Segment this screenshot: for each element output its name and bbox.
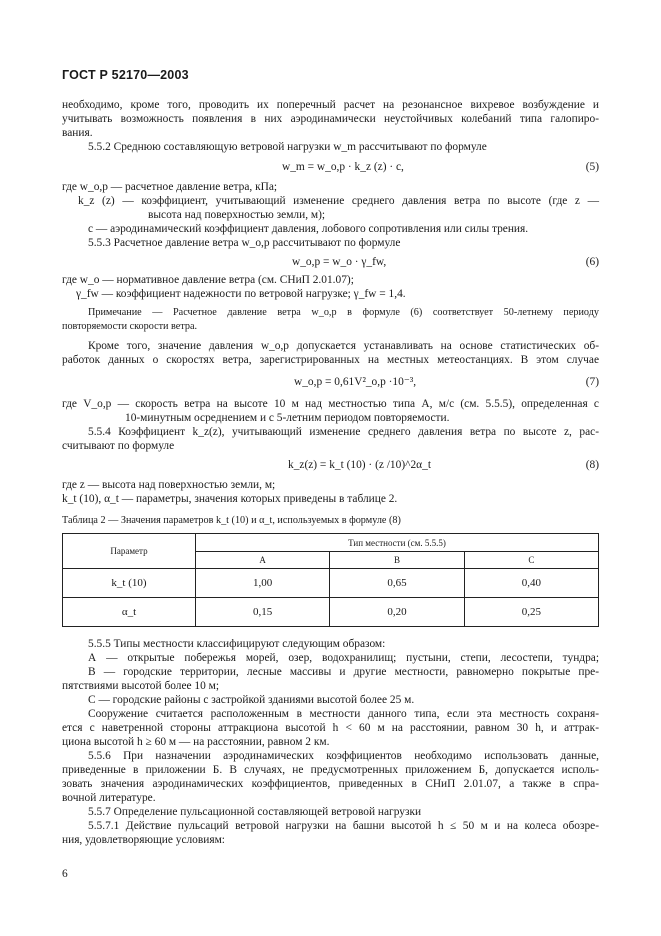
text-line: 10-минутным осреднением и с 5-летним периодом повторяемости. [125, 412, 450, 424]
table-cell: 0,15 [196, 598, 330, 627]
text-line: k_t (10), α_t — параметры, значения которых приведены в таблице 2. [62, 493, 398, 505]
text-line: В — городские территории, лесные массивы и другие местности, равномерно покрытые пре- [88, 666, 599, 678]
text-line: k_z (z) — коэффициент, учитывающий изменение среднего давления ветра по высоте (где z — [78, 195, 599, 207]
equation-number: (5) [585, 161, 599, 173]
table-cell: 1,00 [196, 569, 330, 598]
text-line: 5.5.7.1 Действие пульсаций ветровой нагрузки на башни высотой h ≤ 50 м и на колеса обозре- [88, 820, 599, 832]
text-line: зовать значения аэродинамических коэффициентов, приведенных в СНиП 2.01.07, а также в спра- [62, 778, 599, 790]
text-line: вочной литературе. [62, 792, 156, 804]
text-line: 5.5.7 Определение пульсационной составляющей ветровой нагрузки [88, 806, 422, 818]
table-cell: 0,65 [330, 569, 464, 598]
table-row [63, 569, 599, 598]
text-line: вания. [62, 127, 93, 139]
text-line: работок данных о скоростях ветра, зарегистрированных на местных метеостанциях. В этом случае [62, 354, 599, 366]
text-line: Кроме того, значение давления w_o,p допускается устанавливать на основе статистических об- [88, 340, 599, 352]
text-line: 5.5.4 Коэффициент k_z(z), учитывающий изменение среднего давления ветра по высоте z, рас- [88, 426, 599, 438]
text-line: 5.5.6 При назначении аэродинамических коэффициентов необходимо использовать данные, [88, 750, 599, 762]
text-line: циона высотой h ≥ 60 м — на расстоянии, равном 2 км. [62, 736, 330, 748]
equation-number: (6) [585, 256, 599, 268]
table-cell: α_t [63, 598, 196, 627]
equation-6: w_o,p = w_o · γ_fw, [292, 256, 387, 268]
table-row [63, 598, 599, 627]
text-line: c — аэродинамический коэффициент давления, лобового сопротивления или силы трения. [88, 223, 529, 235]
text-line: 5.5.3 Расчетное давление ветра w_o,p рассчитывают по формуле [88, 237, 401, 249]
table-cell: 0,25 [464, 598, 598, 627]
page-number: 6 [62, 868, 68, 880]
text-line: γ_fw — коэффициент надежности по ветровой нагрузке; γ_fw = 1,4. [76, 288, 406, 300]
text-line: ется с наветренной стороны аттракциона высотой h < 60 м на расстоянии, равном 30 h, и аттрак- [62, 722, 599, 734]
text-line: считывают по формуле [62, 440, 175, 452]
text-line: Сооружение считается расположенным в местности данного типа, если эта местность сохраня- [88, 708, 599, 720]
table-subheader: В [330, 552, 464, 569]
text-line: высота над поверхностью земли, м); [148, 209, 326, 221]
text-line: А — открытые побережья морей, озер, водохранилищ; пустыни, степи, лесостепи, тундра; [88, 652, 599, 664]
text-line: приведенные в приложении Б. В случаях, не предусмотренных приложением Б, допускается исполь- [62, 764, 599, 776]
equation-7: w_o,p = 0,61V²_o,p ·10⁻³, [294, 376, 417, 388]
text-line: 5.5.5 Типы местности классифицируют следующим образом: [88, 638, 386, 650]
text-line: где z — высота над поверхностью земли, м; [62, 479, 276, 491]
text-line: необходимо, кроме того, проводить их поперечный расчет на резонансное вихревое возбуждение и [62, 99, 599, 111]
table-header-param: Параметр [63, 534, 196, 569]
equation-number: (8) [585, 459, 599, 471]
table-subheader: А [196, 552, 330, 569]
table-subheader: С [464, 552, 598, 569]
text-line: где V_o,p — скорость ветра на высоте 10 м над местностью типа А, м/с (см. 5.5.5), определенная с [62, 398, 599, 410]
text-line: С — городские районы с застройкой зданиями высотой более 25 м. [88, 694, 415, 706]
table-cell: k_t (10) [63, 569, 196, 598]
table-cell: 0,20 [330, 598, 464, 627]
text-line: учитывать возможность появления в них аэродинамически неустойчивых колебаний типа галопиро- [62, 113, 599, 125]
equation-number: (7) [585, 376, 599, 388]
note-line: Примечание — Расчетное давление ветра w_o,p в формуле (6) соответствует 50-летнему периоду [88, 307, 599, 318]
document-header: ГОСТ Р 52170—2003 [62, 68, 189, 82]
equation-5: w_m = w_o,p · k_z (z) · c, [282, 161, 404, 173]
table-header-group: Тип местности (см. 5.5.5) [196, 534, 599, 552]
text-line: где w_o,p — расчетное давление ветра, кПа; [62, 181, 278, 193]
equation-8: k_z(z) = k_t (10) · (z /10)^2α_t [288, 459, 431, 471]
table-cell: 0,40 [464, 569, 598, 598]
parameters-table [62, 533, 599, 627]
text-line: ния, удовлетворяющие условиям: [62, 834, 225, 846]
table-caption: Таблица 2 — Значения параметров k_t (10) и α_t, используемых в формуле (8) [62, 515, 401, 526]
text-line: пятствиями высотой более 10 м; [62, 680, 220, 692]
text-line: где w_o — нормативное давление ветра (см. СНиП 2.01.07); [62, 274, 354, 286]
text-line: 5.5.2 Среднюю составляющую ветровой нагрузки w_m рассчитывают по формуле [88, 141, 487, 153]
note-line: повторяемости скорости ветра. [62, 321, 198, 332]
